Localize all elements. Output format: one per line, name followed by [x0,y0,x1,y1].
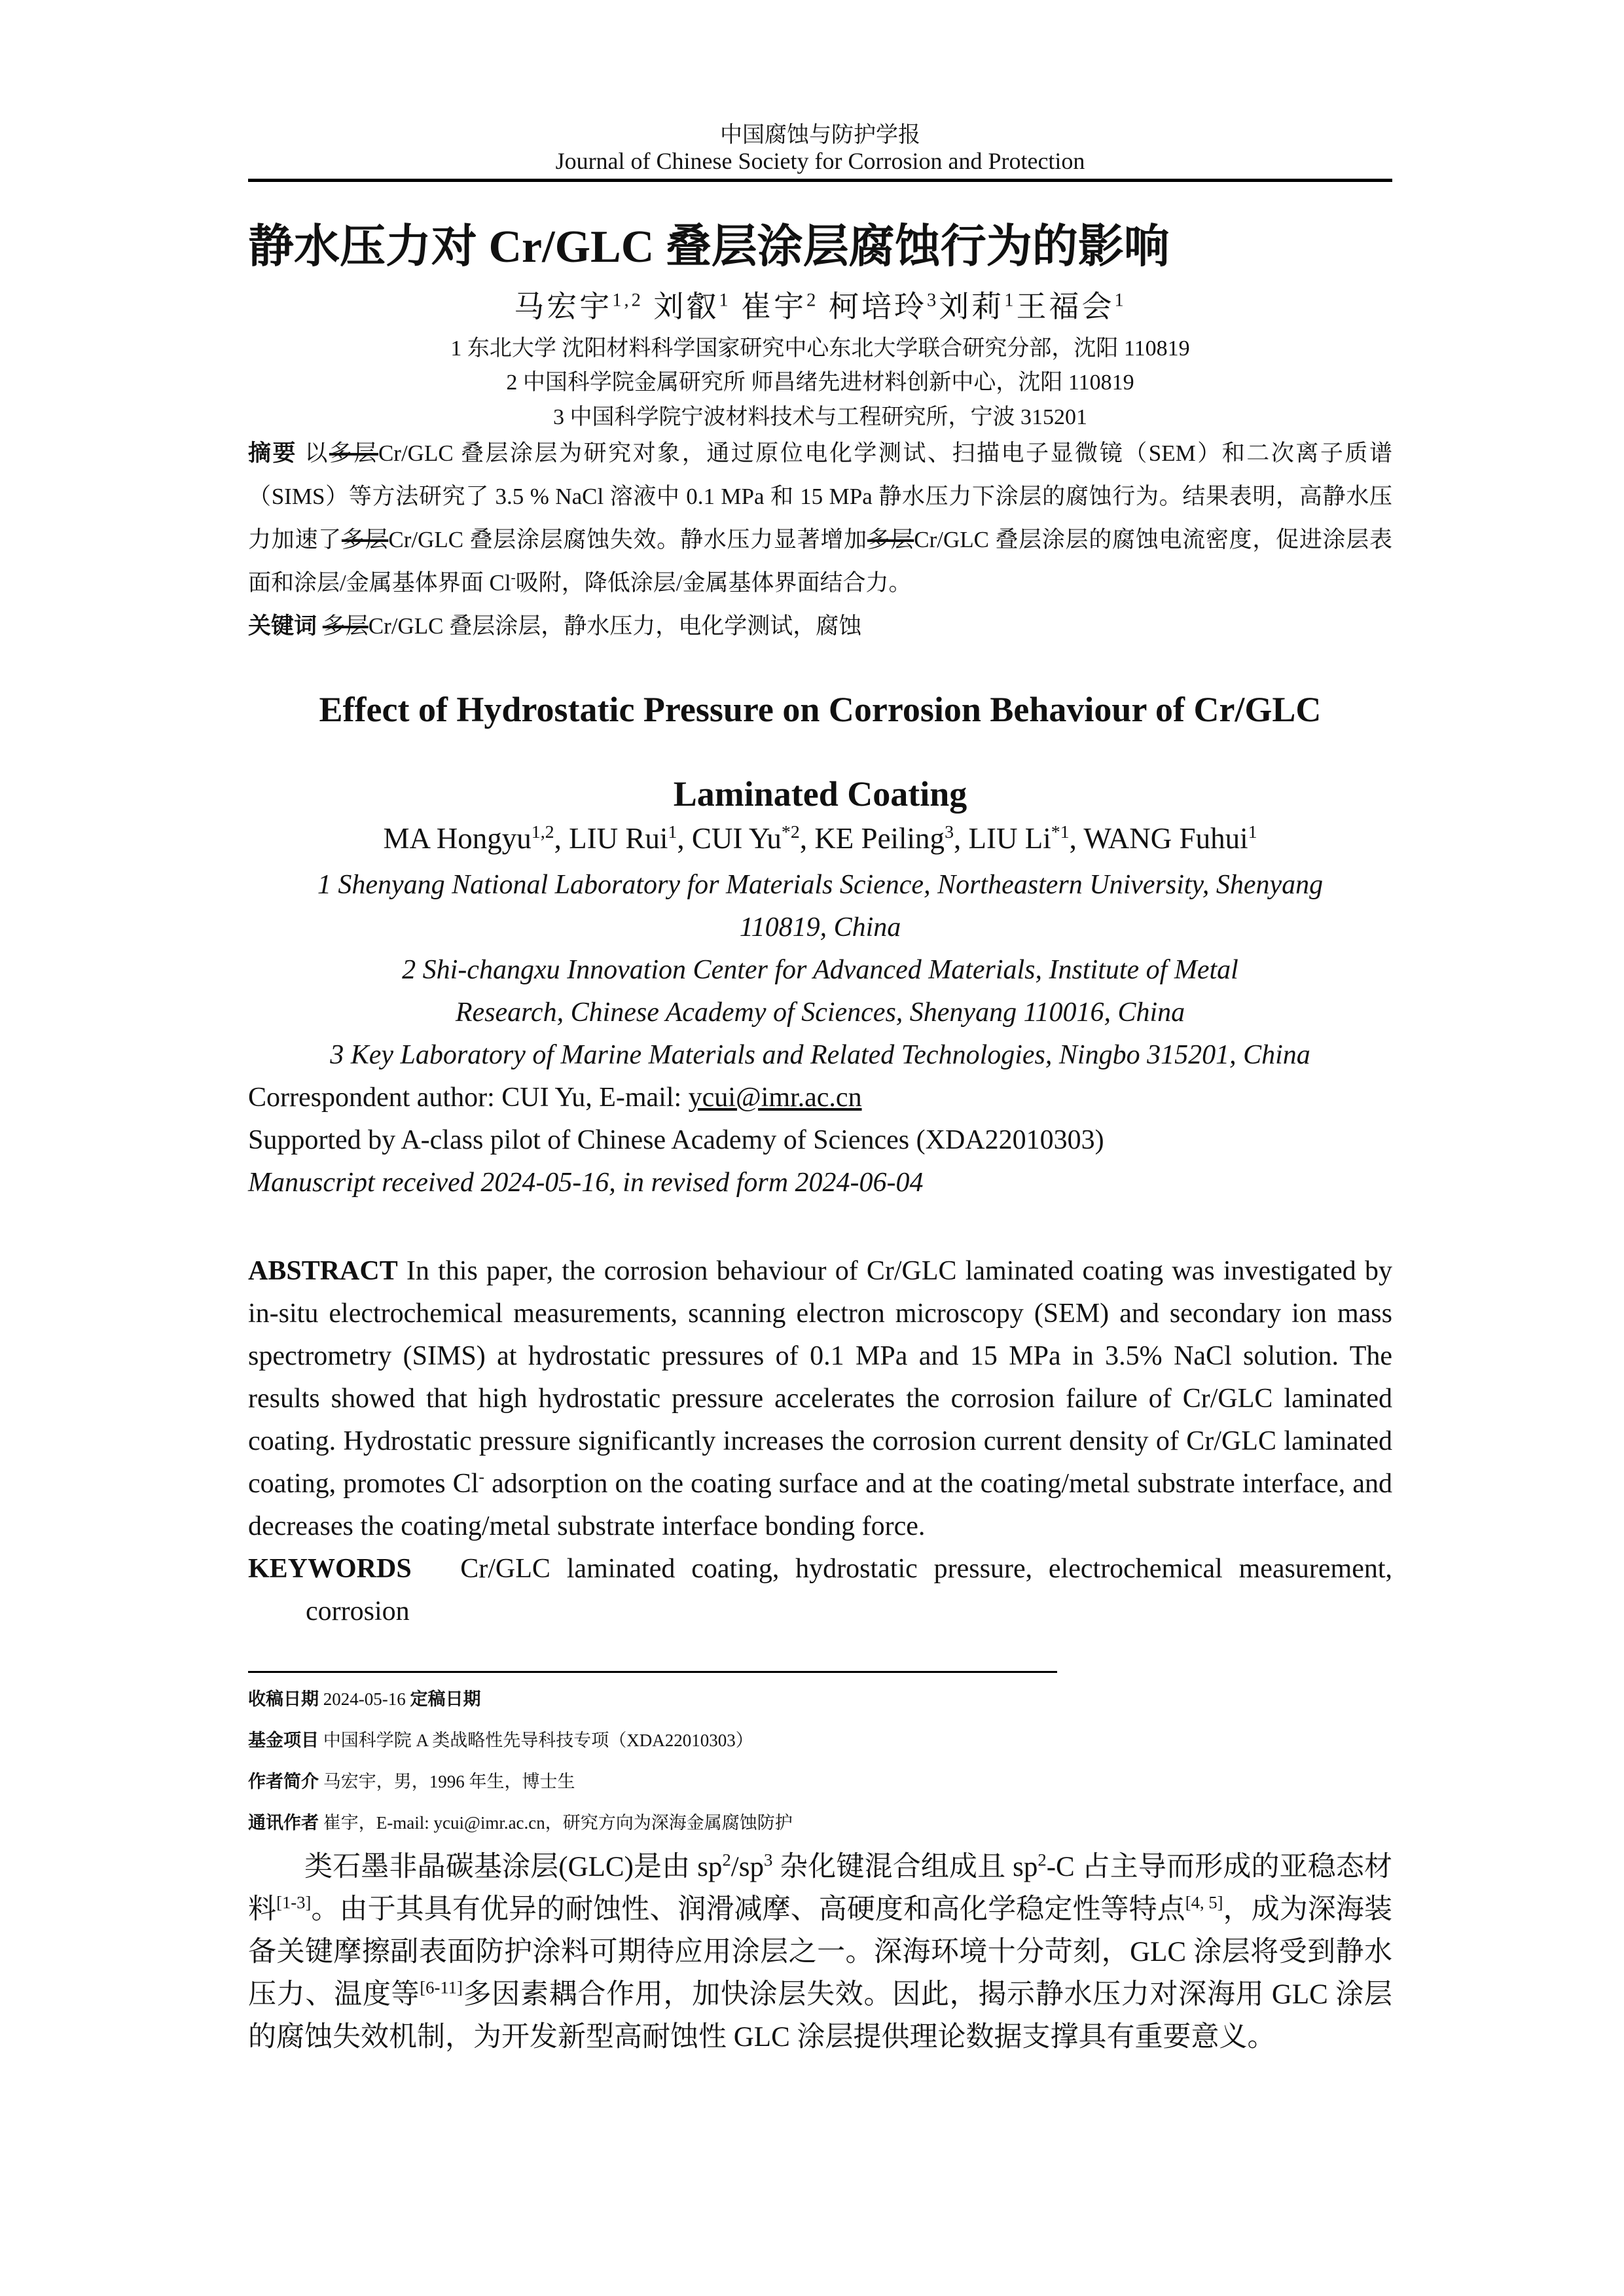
author: 柯培玲$^3$ [828,290,939,323]
citation: [1-3] [276,1892,312,1912]
affiliation-cn-2: 2 中国科学院金属研究所 师昌绪先进材料创新中心，沈阳 110819 [506,370,1134,395]
keywords-en: KEYWORDS Cr/GLC laminated coating, hydrostatic pressure, electrochemical measurement, corrosion [248,1554,1393,1626]
citation: [4, 5] [1185,1892,1223,1912]
footnote-corresponding: 通讯作者 崔宇，E-mail: ycui@imr.ac.cn，研究方向为深海金属腐蚀防护 [248,1813,793,1833]
author: 刘叡$^1$ [653,290,731,323]
citation: [6-11] [420,1977,463,1998]
footnote-author-bio: 作者简介 马宏宇，男，1996 年生，博士生 [248,1772,575,1791]
author: 崔宇$^2$ [741,290,819,323]
abstract-en: ABSTRACT In this paper, the corrosion behaviour of Cr/GLC laminated coating was investigated by in-situ electrochemical measurements, scanning electron microscopy (SEM) and secondary ion mass spectrometry (SIMS) at hydrostatic pressures of 0.1 MPa and 15 MPa in 3.5% NaCl solution. The results showed that high hydrostatic pressure accelerates the corrosion failure of Cr/GLC laminated coating. Hydrostatic pressure significantly increases the corrosion current density of Cr/GLC laminated coating, promotes Cl- adsorption on the coating surface and at the coating/metal substrate interface, and decreases the coating/metal substrate interface bonding force. KEYWORDS Cr/GLC laminated coating, hydrostatic pressure, electrochemical measurement, corrosion [248,1250,1392,1633]
affiliation-en-1: 1 Shenyang National Laboratory for Materials Science, Northeastern University, Shenyang 110819, China [317,870,1324,942]
footnote-funding: 基金项目 中国科学院 A 类战略性先导科技专项（XDA22010303） [248,1731,753,1750]
affiliation-en-2: 2 Shi-changxu Innovation Center for Advanced Materials, Institute of Metal Research, Chinese Academy of Sciences, Shenyang 110016, China [402,955,1238,1028]
abstract-en-label: ABSTRACT [248,1256,398,1286]
affiliation-cn-1: 1 东北大学 沈阳材料科学国家研究中心东北大学联合研究分部，沈阳 110819 [450,336,1190,361]
keywords-cn-label: 关键词 [248,613,317,639]
affiliation-en-3: 3 Key Laboratory of Marine Materials and Related Technologies, Ningbo 315201, China [330,1040,1310,1070]
authors-cn [248,283,1392,326]
journal-name-cn: 中国腐蚀与防护学报 [720,123,920,147]
affiliation-cn-3: 3 中国科学院宁波材料技术与工程研究所，宁波 315201 [553,405,1087,429]
author: 刘莉$^1$ [939,290,1017,323]
authors-en: MA Hongyu$^{1,2}$, LIU Rui$^1$, CUI Yu$^{*2}$, KE Peiling$^3$, LIU Li$^{*1}$, WANG Fuhui$^1$ [383,822,1257,855]
correspondent: Correspondent author: CUI Yu, E-mail: ycui@imr.ac.cn [248,1083,862,1113]
journal-name-en: Journal of Chinese Society for Corrosion and Protection [555,148,1085,174]
keywords-en-label: KEYWORDS [248,1554,412,1584]
footnote-dates: 收稿日期 2024-05-16 定稿日期 [248,1689,481,1709]
footnote-rule [248,1671,1057,1673]
abstract-cn-label: 摘要 [248,440,298,466]
affiliations-en [248,864,1392,1077]
body-paragraph: 类石墨非晶碳基涂层(GLC)是由 $sp^2/sp^3$ 杂化键混合组成且 $sp^2-C$ 占主导而形成的亚稳态材料[1-3]。由于其具有优异的耐蚀性、润滑减摩、高硬度和高化学稳定性等特点[4, 5]，成为深海装备关键摩擦副表面防护涂料可期待应用涂层之一。深海环境十分苛刻，GLC 涂层将受到静水压力、温度等[6-11]多因素耦合作用，加快涂层失效。因此，揭示静水压力对深海用 GLC 涂层的腐蚀失效机制，为开发新型高耐蚀性 GLC 涂层提供理论数据支撑具有重要意义。 [248,1850,1393,2053]
manuscript-dates: Manuscript received 2024-05-16, in revised form 2024-06-04 [248,1168,924,1198]
title-cn: 静水压力对 Cr/GLC 叠层涂层腐蚀行为的影响 [248,222,1170,272]
title-en: Effect of Hydrostatic Pressure on Corrosion Behaviour of Cr/GLC Laminated Coating [319,690,1322,814]
author: 马宏宇$^{1,2}$ [514,290,643,323]
abstract-cn: 摘要 以多层Cr/GLC 叠层涂层为研究对象，通过原位电化学测试、扫描电子显微镜（SEM）和二次离子质谱（SIMS）等方法研究了 3.5 % NaCl 溶液中 0.1 MPa 和 15 MPa 静水压力下涂层的腐蚀行为。结果表明，高静水压力加速了多层Cr/GLC 叠层涂层腐蚀失效。静水压力显著增加多层Cr/GLC 叠层涂层的腐蚀电流密度，促进涂层表面和涂层/金属基体界面 Cl-吸附，降低涂层/金属基体界面结合力。 关键词 多层Cr/GLC 叠层涂层，静水压力，电化学测试，腐蚀 [248,432,1392,648]
header-rule [248,179,1392,182]
author: 王福会$^1$ [1016,290,1127,323]
manuscript-meta [248,1077,1426,1204]
keywords-cn: 关键词 多层Cr/GLC 叠层涂层，静水压力，电化学测试，腐蚀 [248,613,862,639]
supported-by: Supported by A-class pilot of Chinese Academy of Sciences (XDA22010303) [248,1125,1104,1155]
footnotes [248,1679,1392,1844]
email-link[interactable]: ycui@imr.ac.cn [688,1083,862,1113]
